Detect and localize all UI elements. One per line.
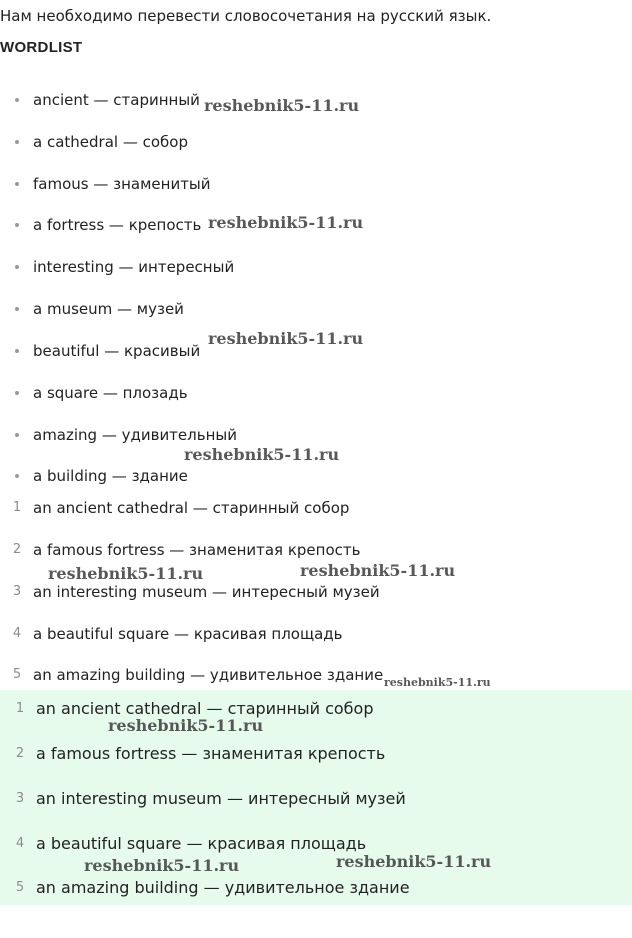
wordlist-heading: WORDLIST xyxy=(0,39,83,56)
watermark: reshebnik5-11.ru xyxy=(384,676,491,689)
list-item-text: a beautiful square — красивая площадь xyxy=(33,625,343,643)
watermark: reshebnik5-11.ru xyxy=(336,852,492,871)
list-item-text: famous — знаменитый xyxy=(33,175,211,193)
answer-item-text: a beautiful square — красивая площадь xyxy=(36,834,367,853)
item-number: 4 xyxy=(12,626,22,641)
watermark: reshebnik5-11.ru xyxy=(48,564,204,583)
list-item-text: a fortress — крепость xyxy=(33,216,202,234)
intro-text: Нам необходимо перевести словосочетания на русский язык. xyxy=(0,7,492,25)
watermark: reshebnik5-11.ru xyxy=(208,213,364,232)
list-item-text: a building — здание xyxy=(33,467,188,485)
watermark: reshebnik5-11.ru xyxy=(184,445,340,464)
list-item-text: an amazing building — удивительное здание xyxy=(33,666,384,684)
bullet-icon xyxy=(15,433,19,437)
bullet-icon xyxy=(15,223,19,227)
item-number: 1 xyxy=(15,701,25,716)
item-number: 2 xyxy=(15,746,25,761)
bullet-icon xyxy=(15,349,19,353)
list-item-text: a square — плозадь xyxy=(33,384,188,402)
bullet-icon xyxy=(15,140,19,144)
list-item-text: ancient — старинный xyxy=(33,91,200,109)
item-number: 3 xyxy=(12,584,22,599)
list-item-text: amazing — удивительный xyxy=(33,426,237,444)
item-number: 5 xyxy=(12,667,22,682)
list-item-text: an ancient cathedral — старинный собор xyxy=(33,499,350,517)
item-number: 4 xyxy=(15,836,25,851)
list-item-text: an interesting museum — интересный музей xyxy=(33,583,380,601)
list-item-text: a museum — музей xyxy=(33,300,184,318)
answer-item-text: an ancient cathedral — старинный собор xyxy=(36,699,374,718)
watermark: reshebnik5-11.ru xyxy=(208,329,364,348)
item-number: 5 xyxy=(15,880,25,895)
bullet-icon xyxy=(15,391,19,395)
list-item-text: beautiful — красивый xyxy=(33,342,201,360)
list-item-text: interesting — интересный xyxy=(33,258,235,276)
watermark: reshebnik5-11.ru xyxy=(84,856,240,875)
answer-panel xyxy=(0,690,632,905)
watermark: reshebnik5-11.ru xyxy=(204,96,360,115)
answer-item-text: an amazing building — удивительное здание xyxy=(36,878,410,897)
bullet-icon xyxy=(15,307,19,311)
bullet-icon xyxy=(15,182,19,186)
item-number: 1 xyxy=(12,500,22,515)
watermark: reshebnik5-11.ru xyxy=(108,716,264,735)
bullet-icon xyxy=(15,98,19,102)
answer-item-text: a famous fortress — знаменитая крепость xyxy=(36,744,386,763)
bullet-icon xyxy=(15,474,19,478)
list-item-text: a famous fortress — знаменитая крепость xyxy=(33,541,361,559)
watermark: reshebnik5-11.ru xyxy=(300,561,456,580)
item-number: 3 xyxy=(15,791,25,806)
list-item-text: a cathedral — собор xyxy=(33,133,188,151)
bullet-icon xyxy=(15,265,19,269)
answer-item-text: an interesting museum — интересный музей xyxy=(36,789,406,808)
item-number: 2 xyxy=(12,542,22,557)
